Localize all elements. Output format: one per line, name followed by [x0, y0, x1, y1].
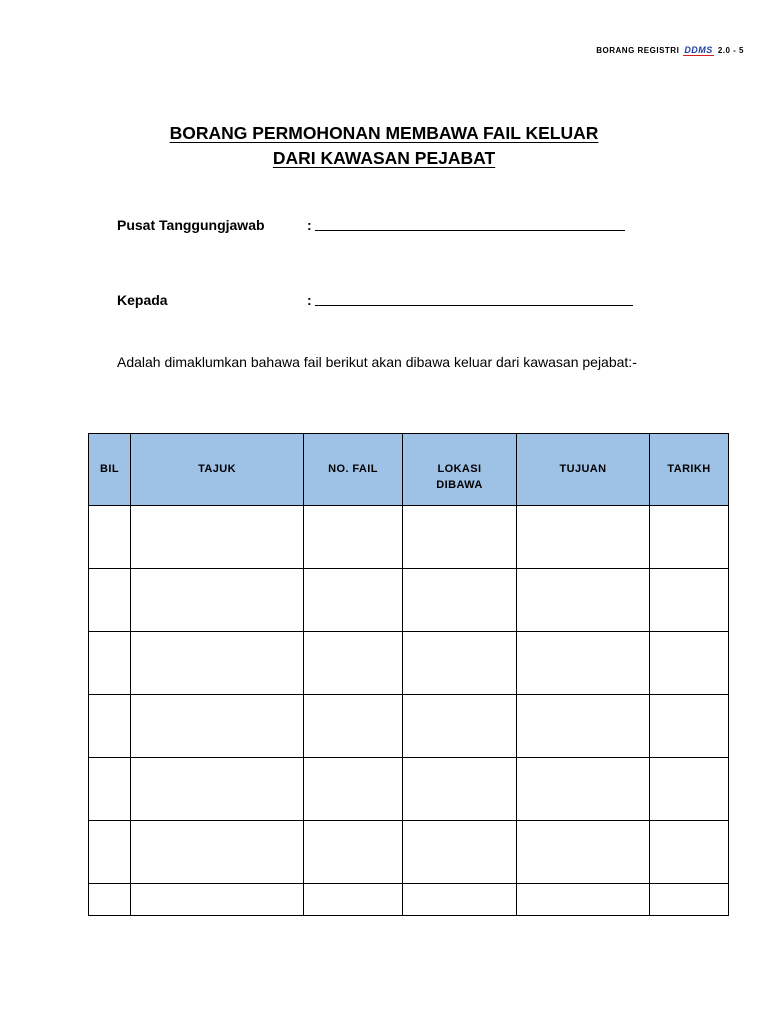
cell-bil[interactable] — [89, 884, 131, 916]
cell-tujuan[interactable] — [517, 821, 650, 884]
cell-tarikh[interactable] — [650, 695, 729, 758]
cell-bil[interactable] — [89, 758, 131, 821]
cell-no-fail[interactable] — [304, 632, 403, 695]
column-header-tarikh: TARIKH — [650, 434, 729, 506]
cell-bil[interactable] — [89, 821, 131, 884]
column-header-lokasi-dibawa: LOKASI DIBAWA — [403, 434, 517, 506]
document-reference — [596, 45, 744, 55]
cell-tajuk[interactable] — [131, 695, 304, 758]
cell-no-fail[interactable] — [304, 695, 403, 758]
form-title-line-2: DARI KAWASAN PEJABAT — [272, 148, 496, 168]
cell-no-fail[interactable] — [304, 821, 403, 884]
field-label: Kepada — [117, 292, 168, 308]
cell-lokasi[interactable] — [403, 632, 517, 695]
cell-bil[interactable] — [89, 569, 131, 632]
table-row — [89, 632, 729, 695]
pusat-tanggungjawab-input-line[interactable] — [315, 216, 625, 231]
form-title-line-1: BORANG PERMOHONAN MEMBAWA FAIL KELUAR — [169, 123, 599, 143]
cell-tujuan[interactable] — [517, 758, 650, 821]
field-colon: : — [307, 217, 312, 233]
column-header-bil: BIL — [89, 434, 131, 506]
table-header-row — [89, 434, 729, 506]
cell-bil[interactable] — [89, 632, 131, 695]
cell-tarikh[interactable] — [650, 821, 729, 884]
cell-tarikh[interactable] — [650, 758, 729, 821]
cell-bil[interactable] — [89, 695, 131, 758]
column-header-no-fail: NO. FAIL — [304, 434, 403, 506]
cell-tarikh[interactable] — [650, 632, 729, 695]
field-kepada — [117, 291, 633, 308]
cell-tarikh[interactable] — [650, 506, 729, 569]
cell-tajuk[interactable] — [131, 758, 304, 821]
cell-lokasi[interactable] — [403, 758, 517, 821]
intro-paragraph: Adalah dimaklumkan bahawa fail berikut akan dibawa keluar dari kawasan pejabat:- — [117, 354, 637, 370]
form-category: BORANG REGISTRI — [596, 45, 680, 55]
cell-tajuk[interactable] — [131, 821, 304, 884]
cell-tujuan[interactable] — [517, 695, 650, 758]
cell-no-fail[interactable] — [304, 884, 403, 916]
field-pusat-tanggungjawab — [117, 216, 625, 233]
table-row — [89, 884, 729, 916]
cell-tarikh[interactable] — [650, 569, 729, 632]
file-list-table — [88, 433, 729, 916]
cell-tujuan[interactable] — [517, 632, 650, 695]
table-row — [89, 569, 729, 632]
cell-tajuk[interactable] — [131, 506, 304, 569]
kepada-input-line[interactable] — [315, 291, 633, 306]
cell-bil[interactable] — [89, 506, 131, 569]
cell-no-fail[interactable] — [304, 506, 403, 569]
cell-lokasi[interactable] — [403, 884, 517, 916]
table-row — [89, 758, 729, 821]
cell-tujuan[interactable] — [517, 884, 650, 916]
table-row — [89, 821, 729, 884]
field-label: Pusat Tanggungjawab — [117, 217, 265, 233]
ddms-logo-icon: DDMS — [684, 45, 713, 55]
form-title — [0, 121, 768, 171]
cell-no-fail[interactable] — [304, 569, 403, 632]
field-colon: : — [307, 292, 312, 308]
column-header-tajuk: TAJUK — [131, 434, 304, 506]
cell-lokasi[interactable] — [403, 506, 517, 569]
column-header-tujuan: TUJUAN — [517, 434, 650, 506]
cell-tujuan[interactable] — [517, 569, 650, 632]
cell-tujuan[interactable] — [517, 506, 650, 569]
cell-no-fail[interactable] — [304, 758, 403, 821]
cell-tajuk[interactable] — [131, 632, 304, 695]
cell-tajuk[interactable] — [131, 884, 304, 916]
table-row — [89, 506, 729, 569]
table-row — [89, 695, 729, 758]
cell-tarikh[interactable] — [650, 884, 729, 916]
page-reference: 2.0 - 5 — [717, 45, 744, 55]
cell-lokasi[interactable] — [403, 695, 517, 758]
cell-lokasi[interactable] — [403, 569, 517, 632]
cell-tajuk[interactable] — [131, 569, 304, 632]
cell-lokasi[interactable] — [403, 821, 517, 884]
